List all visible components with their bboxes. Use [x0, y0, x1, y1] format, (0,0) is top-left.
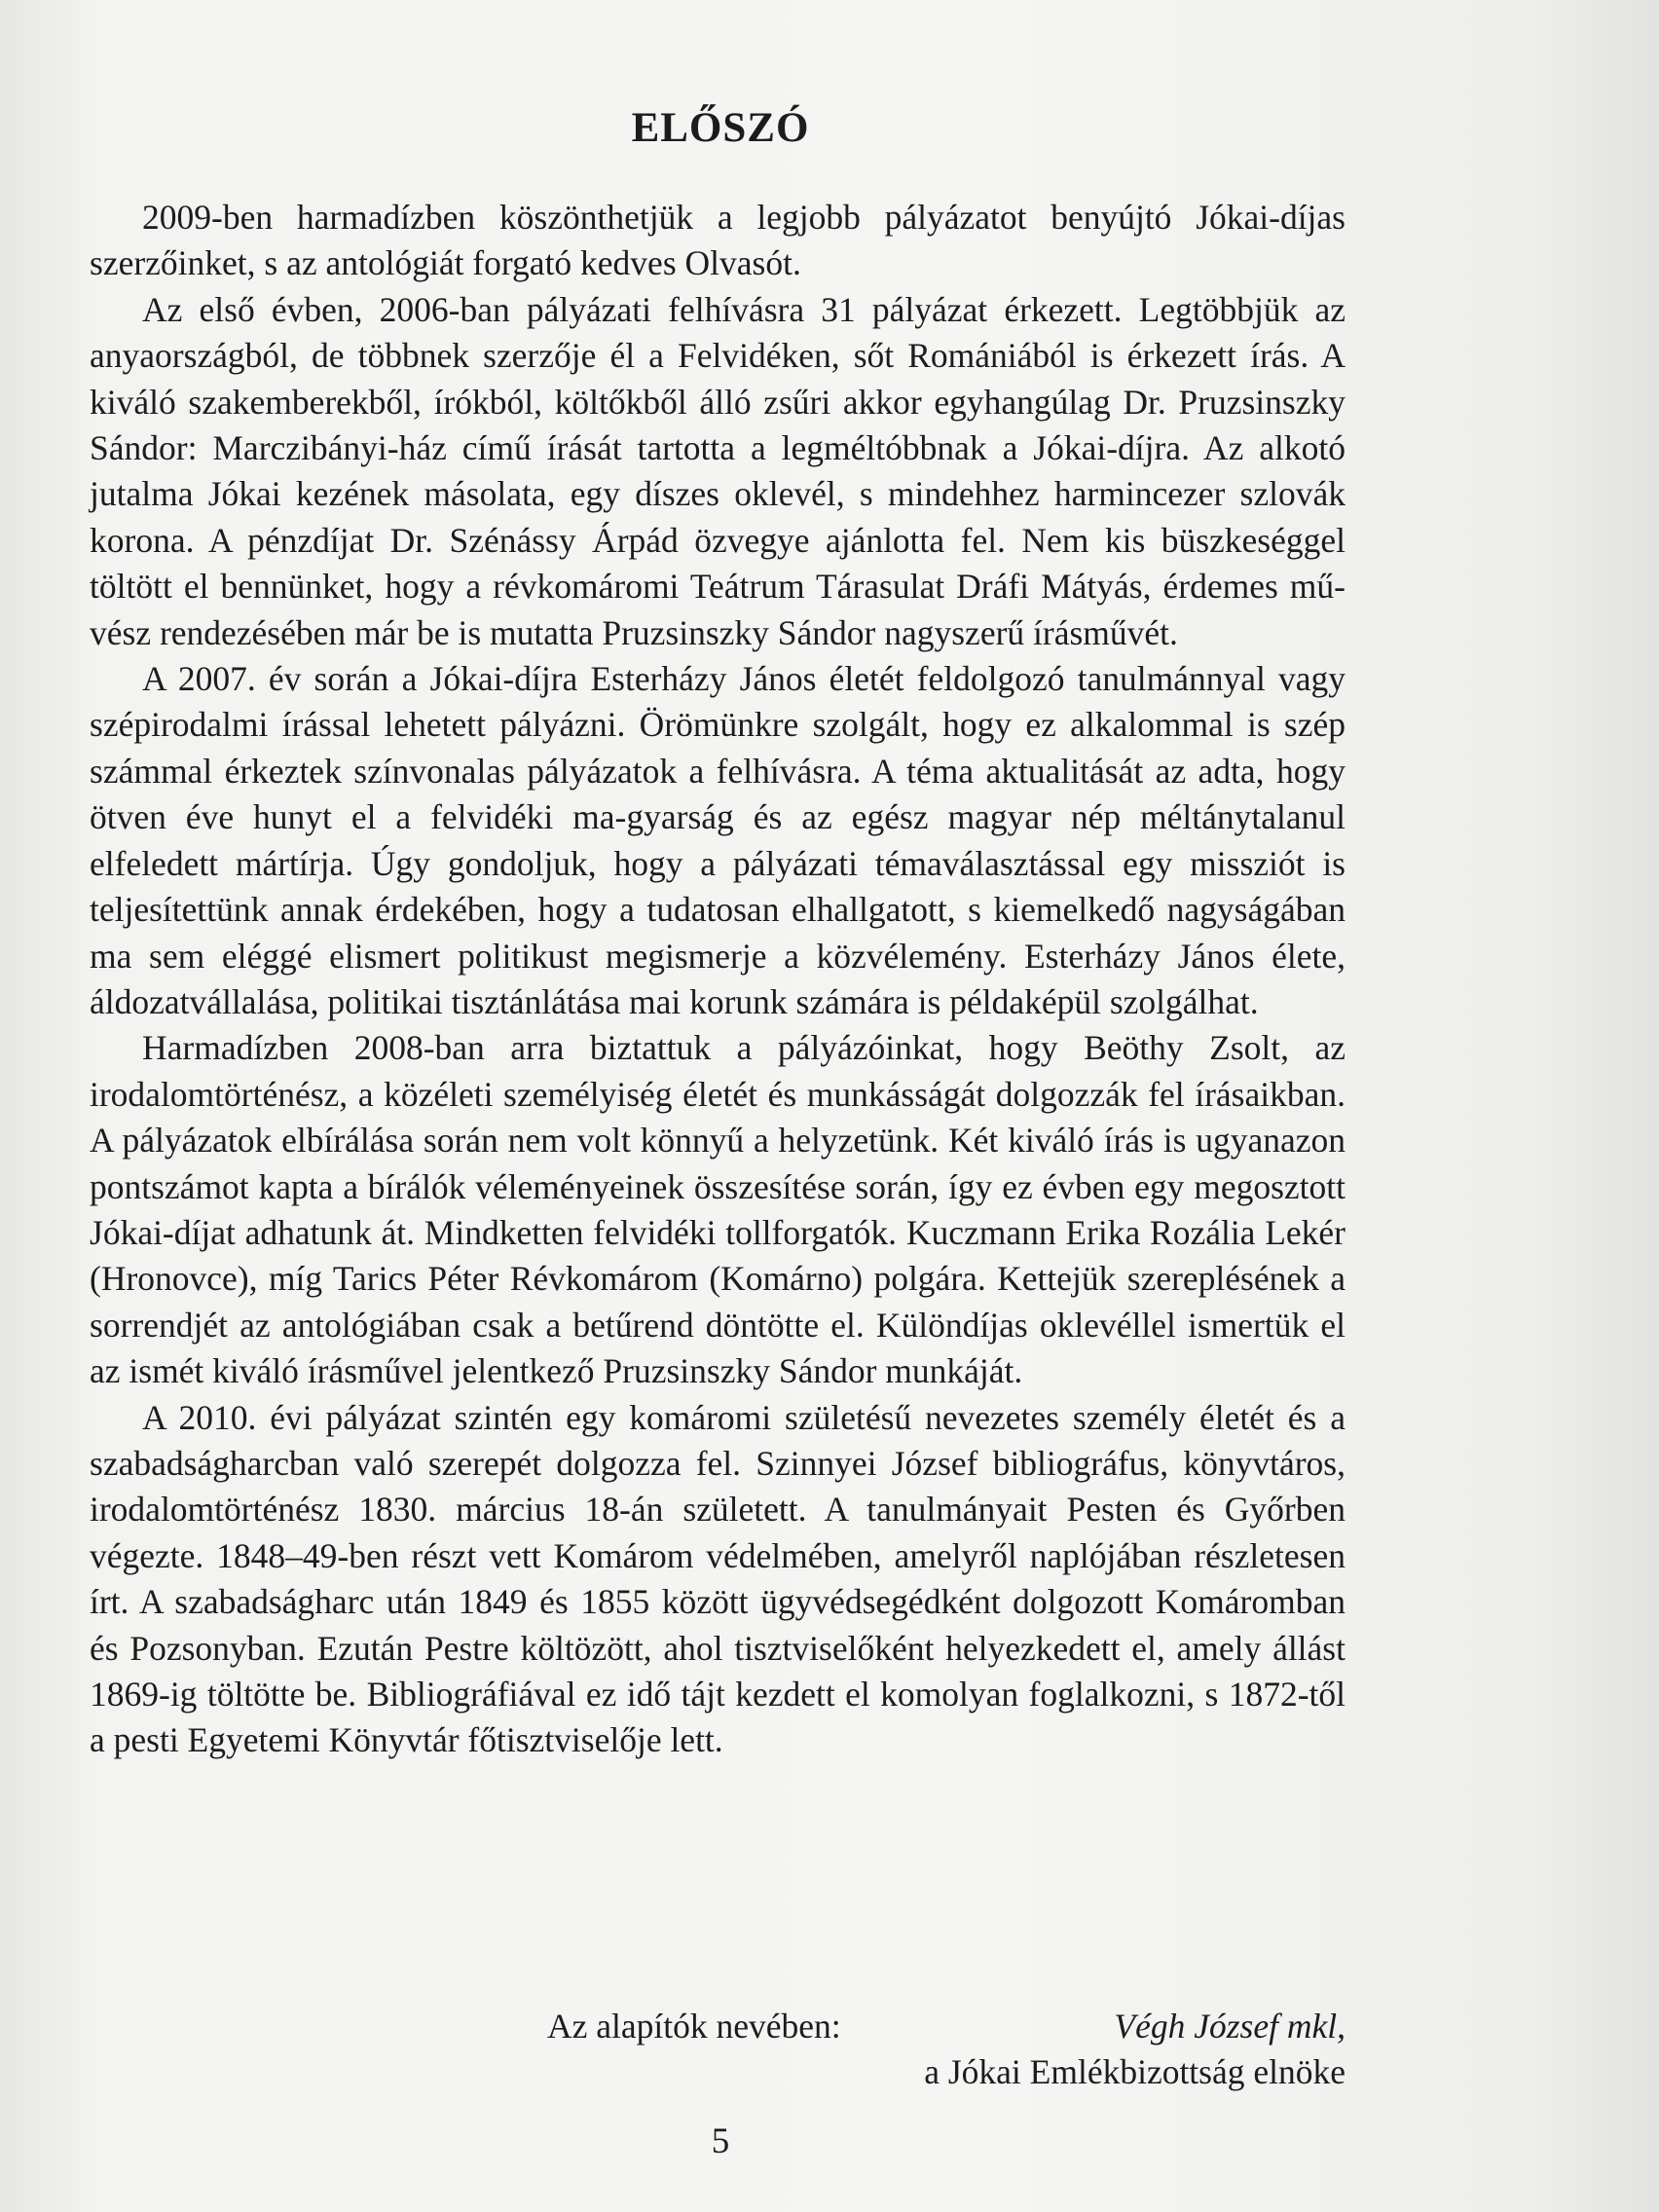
signature-block	[90, 2004, 1346, 2095]
paragraph: A 2010. évi pályázat szintén egy komáromi születésű nevezetes személy életét és a szabadságharcban való szerepét dolgozza fel. Szinnyei József bibliográfus, könyvtáros, irodalomtörténész 1830. március 18-án született. A tanulmányait Pesten és Győrben végezte. 1848–49-ben részt vett Komárom védelmében, amelyről naplójában részletesen írt. A szabadságharc után 1849 és 1855 között ügyvédsegédként dolgozott Komáromban és Pozsonyban. Ezután Pestre költözött, ahol tisztviselőként helyezkedett el, amely állást 1869-ig töltötte be. Bibliográfiával ez idő tájt kezdett el komolyan foglalkozni, s 1872-től a pesti Egyetemi Könyvtár főtisztviselője lett.	[90, 1397, 1346, 1760]
signature-name: Végh József mkl,	[1114, 2007, 1346, 2046]
paragraph: A 2007. év során a Jókai-díjra Esterházy János életét feldolgozó tanulmánnyal vagy szépirodalmi írással lehetett pályázni. Örömünkre szolgált, hogy ez alkalommal is szép számmal érkeztek színvonalas pályázatok a felhívásra. A téma aktualitását az adta, hogy ötven éve hunyt el a felvidéki ma-gyarság és az egész magyar nép méltánytalanul elfeledett mártírja. Úgy gondoljuk, hogy a pályázati témaválasztással egy missziót is teljesítettünk annak érdekében, hogy a tudatosan elhallgatott, s kiemelkedő nagyságában ma sem eléggé elismert politikust megismerje a közvélemény. Esterházy János élete, áldozatvállalása, politikai tisztánlátása mai korunk számára is példaképül szolgálhat.	[90, 659, 1346, 1021]
signature-line	[90, 2004, 1346, 2049]
page-title: ELŐSZÓ	[631, 104, 810, 151]
body-text	[90, 195, 1346, 1764]
paragraph: Harmadízben 2008-ban arra biztattuk a pályázóinkat, hogy Beöthy Zsolt, az irodalomtörténész, a közéleti személyiség életét és munkásságát dolgozzák fel írásaikban. A pályázatok elbírálása során nem volt könnyű a helyzetünk. Két kiváló írás is ugyanazon pontszámot kapta a bírálók véleményeinek összesítése során, így ez évben egy megosztott Jókai-díjat adhatunk át. Mindketten felvidéki tollforgatók. Kuczmann Erika Rozália Lekér (Hronovce), míg Tarics Péter Révkomárom (Komárno) polgára. Kettejük szereplésének a sorrendjét az antológiában csak a betűrend döntötte el. Különdíjas oklevéllel ismertük el az ismét kiváló írásművel jelentkező Pruzsinszky Sándor munkáját.	[90, 1028, 1346, 1391]
signature-role: a Jókai Emlékbizottság elnöke	[924, 2052, 1346, 2091]
paragraph: 2009-ben harmadízben köszönthetjük a legjobb pályázatot benyújtó Jókai-díjas szerzőinket, s az antológiát forgató kedves Olvasót.	[90, 198, 1346, 283]
signature-lead: Az alapítók nevében:	[547, 2007, 841, 2046]
page-number: 5	[711, 2121, 730, 2161]
paragraph: Az első évben, 2006-ban pályázati felhívásra 31 pályázat érkezett. Legtöbbjük az anyaországból, de többnek szerzője él a Felvidéken, sőt Romániából is érkezett írás. A kiváló szakemberekből, írókból, költőkből álló zsűri akkor egyhangúlag Dr. Pruzsinszky Sándor: Marczibányi-ház című írását tartotta a legméltóbbnak a Jókai-díjra. Az alkotó jutalma Jókai kezének másolata, egy díszes oklevél, s mindehhez harmincezer szlovák korona. A pénzdíjat Dr. Szénássy Árpád özvegye ajánlotta fel. Nem kis büszkeséggel töltött el bennünket, hogy a révkomáromi Teátrum Tárasulat Dráfi Mátyás, érdemes művész rendezésében már be is mutatta Pruzsinszky Sándor nagyszerű írásművét.	[90, 289, 1346, 652]
